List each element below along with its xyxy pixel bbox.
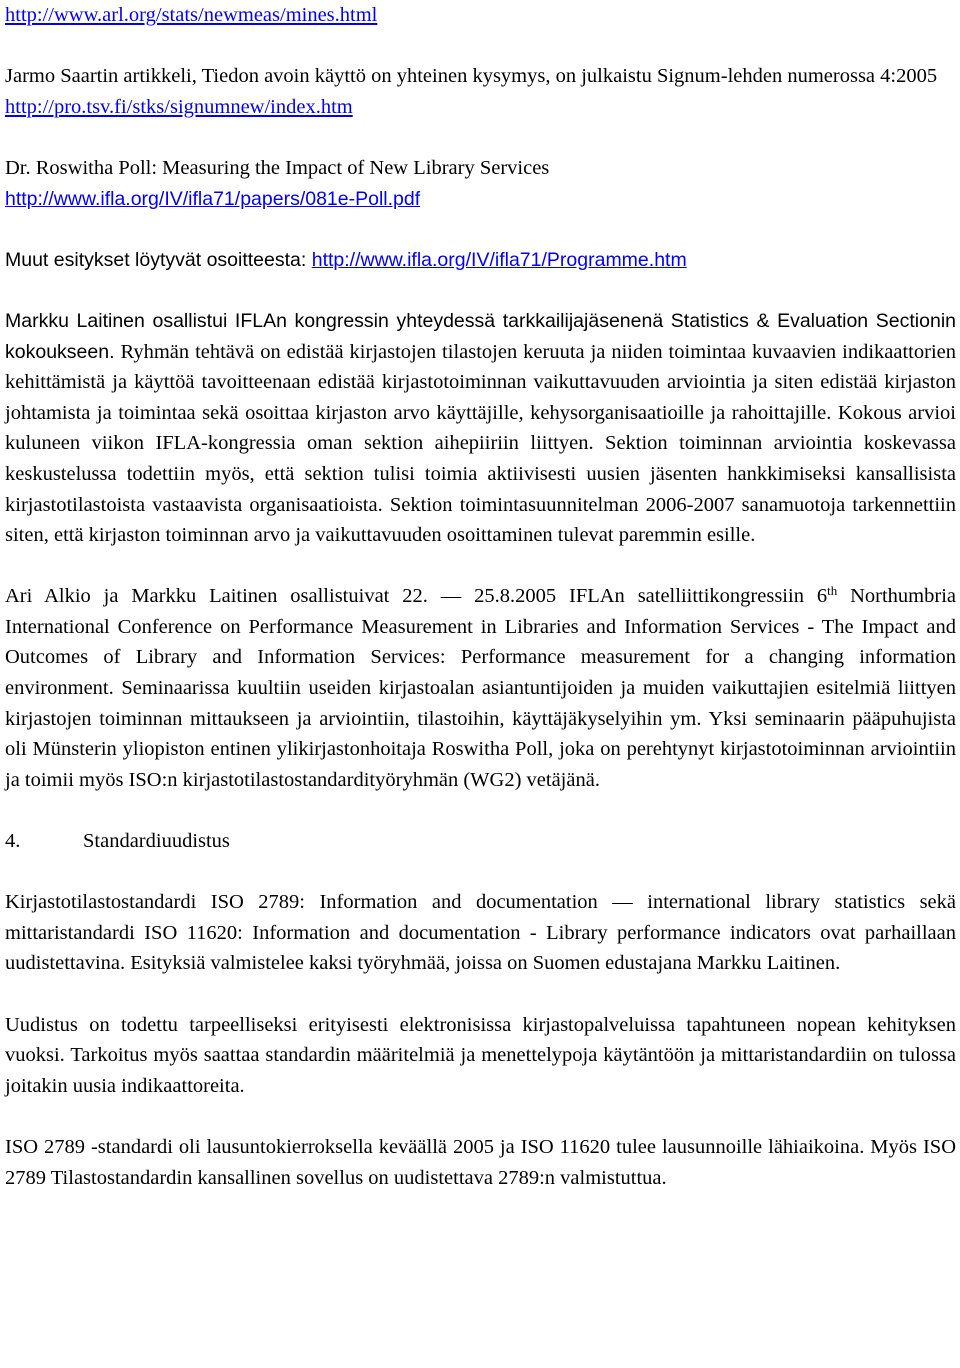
- northumbria-sup: th: [827, 583, 838, 599]
- signum-text: Jarmo Saartin artikkeli, Tiedon avoin käyttö on yhteinen kysymys, on julkaistu Signum-lehden numerossa 4:2005: [5, 65, 938, 88]
- statistics-section-intro: Markku Laitinen osallistui IFLAn kongressin yhteydessä tarkkailijajäsenenä Statistics & Evaluation Sectionin kokoukseen.: [5, 309, 956, 363]
- programme-text: Muut esitykset löytyvät osoitteesta:: [5, 248, 312, 271]
- section-title: Standardiuudistus: [83, 830, 230, 853]
- paragraph-northumbria: [5, 581, 956, 795]
- poll-pdf-link[interactable]: http://www.ifla.org/IV/ifla71/papers/081e-Poll.pdf: [5, 187, 421, 210]
- section-heading: [5, 826, 956, 857]
- paragraph-poll: [5, 153, 956, 214]
- programme-link[interactable]: http://www.ifla.org/IV/ifla71/Programme.htm: [311, 248, 687, 271]
- renewal-text: Uudistus on todettu tarpeelliseksi erityisesti elektronisissa kirjastopalveluissa tapahtuneen nopean kehityksen vuoksi. Tarkoitus myös saattaa standardin määritelmiä ja menettelypoja käytäntöön ja mittaristandardiin on tulossa joitakin uusia indikaattoreita.: [5, 1013, 956, 1097]
- paragraph-consultation: [5, 1132, 956, 1193]
- paragraph-iso-standards: [5, 887, 956, 979]
- statistics-section-body: Ryhmän tehtävä on edistää kirjastojen tilastojen keruuta ja niiden toimintaa kuvaavien indikaattorien kehittämistä ja käyttöä tavoitteenaan edistää kirjastotoiminnan vaikuttavuuden arviointia ja siten edistää kirjaston johtamista ja toimintaa sekä osoittaa kirjaston arvo käyttäjille, kehysorganisaatioille ja rahoittajille. Kokous arvioi kuluneen viikon IFLA-kongressia oman sektion aihepiiriin liittyen. Sektion toiminnan arviointia koskevassa keskustelussa todettiin myös, että sektion tulisi toimia aktiivisesti uusien jäsenten hankkimiseksi kansallisista kirjastotilastoista vastaavista organisaatioista. Sektion toimintasuunnitelman 2006-2007 sanamuotoja tarkennettiin siten, että kirjaston toiminnan arvo ja vaikuttavuuden osoittaminen tulevat paremmin esille.: [5, 340, 956, 547]
- paragraph-statistics-section: [5, 306, 956, 551]
- paragraph-arl-link: [5, 0, 956, 31]
- section-number: 4.: [5, 830, 21, 853]
- document-page: [5, 0, 956, 1224]
- signum-link[interactable]: http://pro.tsv.fi/stks/signumnew/index.htm: [5, 95, 353, 118]
- paragraph-renewal: [5, 1010, 956, 1102]
- northumbria-after: Northumbria International Conference on Performance Measurement in Libraries and Information Services - The Impact and Outcomes of Library and Information Services: Performance measurement for a changing information environment. Seminaarissa kuultiin useiden kirjastoalan asiantuntijoiden ja muiden vaikuttajien esitelmiä liittyen kirjastojen toiminnan mittaukseen ja arviointiin, tilastoihin, käyttäjäkyselyihin ym. Yksi seminaarin pääpuhujista oli Münsterin yliopiston entinen ylikirjastonhoitaja Roswitha Poll, joka on perehtynyt kirjastotoiminnan arviointiin ja toimii myös ISO:n kirjastotilastostandardityöryhmän (WG2) vetäjänä.: [5, 585, 956, 791]
- poll-title: Dr. Roswitha Poll: Measuring the Impact of New Library Services: [5, 156, 550, 179]
- paragraph-signum: [5, 61, 956, 122]
- iso-standards-text: Kirjastotilastostandardi ISO 2789: Information and documentation — international library statistics sekä mittaristandardi ISO 11620: Information and documentation - Library performance indicators ovat parhaillaan uudistettavina. Esityksiä valmistelee kaksi työryhmää, joissa on Suomen edustajana Markku Laitinen.: [5, 891, 956, 975]
- arl-mines-link[interactable]: http://www.arl.org/stats/newmeas/mines.html: [5, 4, 378, 26]
- northumbria-before: Ari Alkio ja Markku Laitinen osallistuivat 22. — 25.8.2005 IFLAn satelliittikongressiin 6: [5, 585, 828, 608]
- consultation-text: ISO 2789 -standardi oli lausuntokierroksella keväällä 2005 ja ISO 11620 tulee lausunnoille lähiaikoina. Myös ISO 2789 Tilastostandardin kansallinen sovellus on uudistettava 2789:n valmistuttua.: [5, 1135, 956, 1189]
- paragraph-programme: [5, 245, 956, 276]
